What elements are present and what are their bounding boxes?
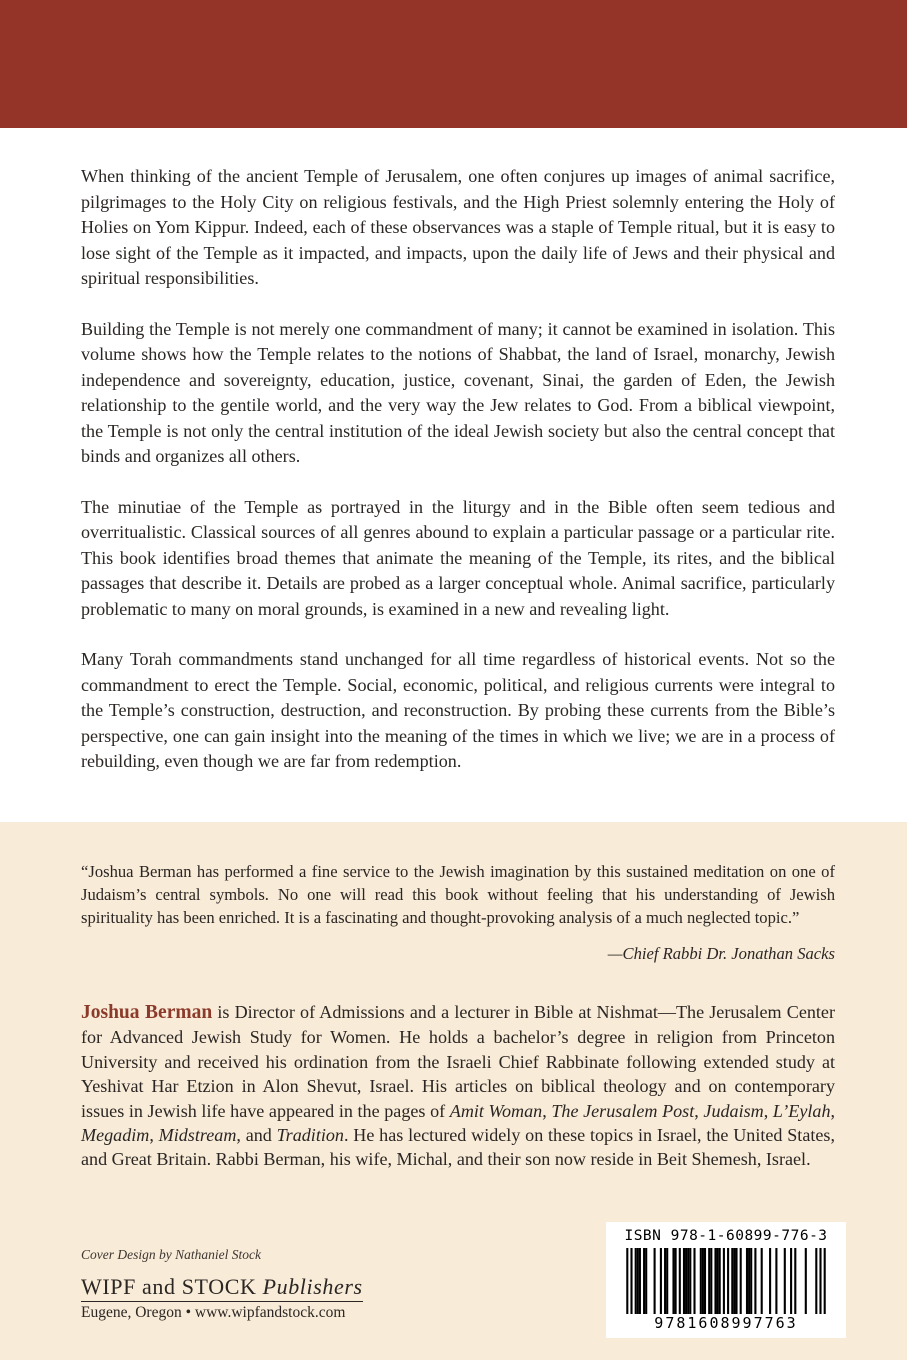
barcode-bar [714, 1248, 716, 1314]
barcode-bar [710, 1248, 712, 1314]
barcode-bar [645, 1248, 647, 1314]
barcode-bar [735, 1248, 737, 1314]
isbn-label: ISBN 978-1-60899-776-3 [624, 1228, 828, 1244]
barcode-bar [666, 1248, 668, 1314]
barcode-bar [702, 1248, 704, 1314]
barcode-digits: 9781608997763 [654, 1314, 798, 1332]
barcode-bar [819, 1248, 821, 1314]
top-color-band [0, 0, 907, 128]
barcode-bar [746, 1248, 748, 1314]
barcode-bar [824, 1248, 826, 1314]
barcode-bar [643, 1248, 645, 1314]
bio-text-2: . He has lectured widely on these topics in Israel, the United States, and Great Britain. Rabbi Berman, his wife, Michal, and their son now reside in Beit Shemesh, Israel. [81, 1125, 835, 1170]
bio-separator: , [830, 1100, 836, 1121]
barcode-bar [639, 1248, 641, 1314]
barcode-bar [679, 1248, 681, 1314]
barcode-bar [700, 1248, 702, 1314]
barcode-bar [723, 1248, 725, 1314]
barcode-bar [719, 1248, 721, 1314]
barcode-bar [654, 1248, 656, 1314]
bio-separator: , [542, 1100, 552, 1121]
bio-text-1: is Director of Admissions and a lecturer in Bible at Nishmat—The Jerusalem Center for Advanced Jewish Study for Women. He holds a bachelor’s degree in religion from Princeton University and received his ordination from the Israeli Chief Rabbinate following extended study at Yeshivat Har Etzion in Alon Shevut, Israel. His articles on biblical theology and on contemporary issues in Jewish life have appeared in the pages of [81, 1002, 835, 1121]
author-name: Joshua Berman [81, 1002, 213, 1023]
barcode-icon [620, 1248, 832, 1314]
barcode-bar [689, 1248, 691, 1314]
barcode-bar [675, 1248, 677, 1314]
barcode-bar [740, 1248, 742, 1314]
barcode-bar [672, 1248, 674, 1314]
publication-title: L’Eylah [772, 1100, 831, 1121]
barcode-bar [775, 1248, 777, 1314]
barcode-bar [794, 1248, 796, 1314]
barcode-bar [626, 1248, 628, 1314]
barcode-bar [717, 1248, 719, 1314]
bio-separator: , [149, 1125, 159, 1146]
barcode-bar [664, 1248, 666, 1314]
barcode-bar [687, 1248, 689, 1314]
endorsement-attribution: —Chief Rabbi Dr. Jonathan Sacks [607, 944, 835, 963]
publication-title: Midstream [158, 1125, 237, 1146]
barcode-bar [683, 1248, 685, 1314]
bio-separator: , and [236, 1125, 277, 1146]
barcode-bar [708, 1248, 710, 1314]
description-paragraph-1: When thinking of the ancient Temple of Jerusalem, one often conjures up images of animal sacrifice, pilgrimages to the Holy City on religious festivals, and the High Priest solemnly entering the Holy of Holies on Yom Kippur. Indeed, each of these observances was a staple of Temple ritual, but it is easy to lose sight of the Temple as it impacted, and impacts, upon the daily life of Jews and their physical and spiritual responsibilities. [81, 166, 835, 288]
barcode-bar [727, 1248, 729, 1314]
publisher-name-main: WIPF and STOCK [81, 1274, 263, 1299]
barcode-bar [660, 1248, 662, 1314]
publisher-location: Eugene, Oregon • www.wipfandstock.com [81, 1304, 346, 1321]
description-paragraph-3: The minutiae of the Temple as portrayed in the liturgy and in the Bible often seem tedious and overritualistic. Classical sources of all genres abound to explain a particular passage or a particular rite. This book identifies broad themes that animate the meaning of the Temple, its rites, and the biblical passages that describe it. Details are probed as a larger conceptual whole. Animal sacrifice, particularly problematic to many on moral grounds, is examined in a new and revealing light. [81, 496, 835, 619]
barcode-bar [805, 1248, 807, 1314]
barcode-bar [790, 1248, 792, 1314]
publication-title: Tradition [276, 1125, 344, 1146]
barcode-bar [731, 1248, 733, 1314]
book-description [81, 164, 835, 800]
barcode-bar [693, 1248, 695, 1314]
barcode-bar [637, 1248, 639, 1314]
bio-separator: , [763, 1100, 773, 1121]
description-paragraph-4: Many Torah commandments stand unchanged for all time regardless of historical events. Not so the commandment to erect the Temple. Social, economic, political, and religious currents were integral to the Temple’s construction, destruction, and reconstruction. By probing these currents from the Bible’s perspective, one can gain insight into the meaning of the times in which we live; we are in a process of rebuilding, even though we are far from redemption. [81, 649, 835, 771]
barcode-bar [754, 1248, 756, 1314]
barcode-bar [750, 1248, 752, 1314]
barcode-bar [761, 1248, 763, 1314]
barcode-bar [815, 1248, 817, 1314]
barcode-bar [704, 1248, 706, 1314]
publication-title: Megadim [81, 1125, 150, 1146]
barcode-bar [685, 1248, 687, 1314]
description-paragraph-2: Building the Temple is not merely one commandment of many; it cannot be examined in isolation. This volume shows how the Temple relates to the notions of Shabbat, the land of Israel, monarchy, Jewish independence and sovereignty, education, justice, covenant, Sinai, the garden of Eden, the Jewish relationship to the gentile world, and the very way the Jew relates to God. From a biblical viewpoint, the Temple is not only the central institution of the ideal Jewish society but also the central concept that binds and organizes all others. [81, 318, 835, 466]
bio-separator: , [694, 1100, 704, 1121]
isbn-barcode-box [606, 1222, 846, 1338]
barcode-bar [784, 1248, 786, 1314]
publication-title: The Jerusalem Post [551, 1100, 695, 1121]
barcode-bar [769, 1248, 771, 1314]
publication-title: Amit Woman [449, 1100, 543, 1121]
endorsement-quote: “Joshua Berman has performed a fine service to the Jewish imagination by this sustained meditation on one of Judaism’s central symbols. No one will read this book without feeling that his understanding of Jewish spirituality has been enriched. It is a fascinating and thought-provoking analysis of a much neglected topic.” [81, 862, 835, 928]
barcode-bar [748, 1248, 750, 1314]
publisher-name-italic: Publishers [262, 1274, 363, 1299]
barcode-bar [630, 1248, 632, 1314]
publisher-name [81, 1274, 363, 1302]
barcode-bar [635, 1248, 637, 1314]
author-bio [81, 1000, 835, 1172]
publication-title: Judaism [703, 1100, 764, 1121]
cover-design-credit: Cover Design by Nathaniel Stock [81, 1247, 261, 1262]
barcode-bar [733, 1248, 735, 1314]
